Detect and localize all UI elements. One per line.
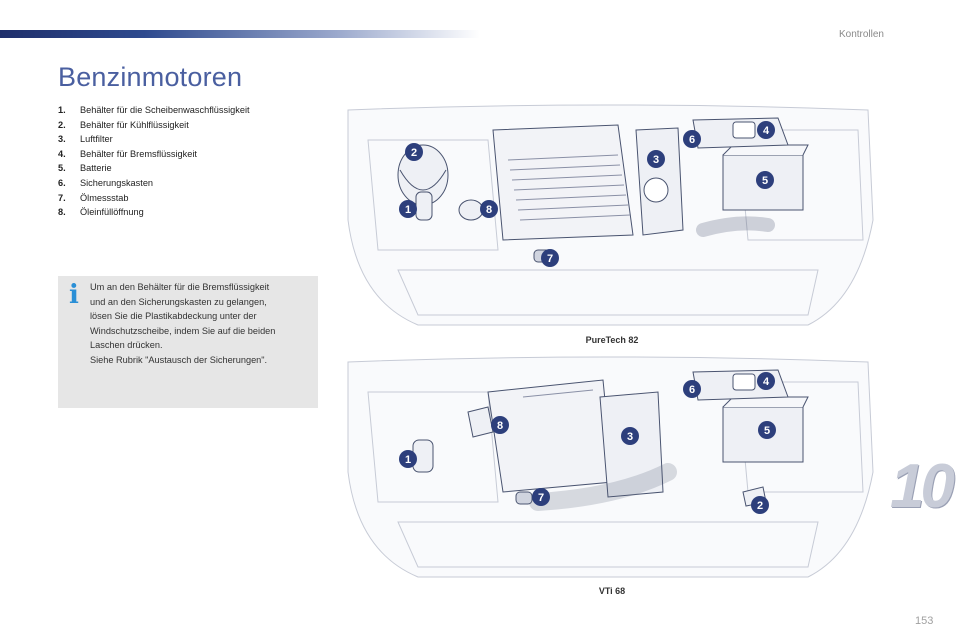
diagram-caption-puretech: PureTech 82 <box>585 335 639 345</box>
svg-text:1: 1 <box>404 204 412 216</box>
callout-2 <box>751 496 769 514</box>
svg-text:5: 5 <box>761 175 769 187</box>
svg-text:7: 7 <box>537 492 545 504</box>
svg-text:8: 8 <box>485 204 493 216</box>
callout-4 <box>757 372 775 390</box>
svg-text:4: 4 <box>762 376 770 388</box>
callout-6 <box>683 380 701 398</box>
legend-item: 2. Behälter für Kühlflüssigkeit <box>58 119 189 130</box>
svg-text:1: 1 <box>404 454 412 466</box>
callout-1 <box>399 450 417 468</box>
legend-item: 6. Sicherungskasten <box>58 177 154 188</box>
callout-8 <box>491 416 509 434</box>
svg-text:8: 8 <box>496 420 504 432</box>
page-number: 153 <box>915 615 934 627</box>
svg-text:6: 6 <box>688 134 696 146</box>
legend-item: 4. Behälter für Bremsflüssigkeit <box>58 148 197 159</box>
svg-text:4: 4 <box>762 125 770 137</box>
svg-text:5: 5 <box>763 425 771 437</box>
svg-text:3: 3 <box>626 431 634 443</box>
legend-item: 3. Luftfilter <box>58 134 113 145</box>
legend-item: 1. Behälter für die Scheibenwaschflüssigkeit <box>58 105 250 115</box>
callout-5 <box>758 421 776 439</box>
info-text: Um an den Behälter für die Bremsflüssigkeit und an den Sicherungskasten zu gelangen, lösen Sie die Plastikabdeckung unter der Windschutzscheibe, indem Sie auf die beiden Laschen drücken. Siehe Rubrik "Austausch der Sicherungen". <box>90 282 276 365</box>
section-label: Kontrollen <box>838 29 884 40</box>
page-title: Benzinmotoren <box>58 62 243 92</box>
legend-item: 8. Öleinfüllöffnung <box>58 207 144 218</box>
svg-text:2: 2 <box>410 147 418 159</box>
chapter-number: 10 <box>890 452 951 521</box>
diagram-caption-vti: VTi 68 <box>598 586 626 596</box>
svg-text:2: 2 <box>756 500 764 512</box>
svg-text:7: 7 <box>546 253 554 265</box>
svg-text:3: 3 <box>652 154 660 166</box>
legend-item: 5. Batterie <box>58 163 112 174</box>
info-icon: i <box>69 280 79 310</box>
callout-3 <box>621 427 639 445</box>
legend-item: 7. Ölmessstab <box>58 192 129 203</box>
svg-text:6: 6 <box>688 384 696 396</box>
callout-7 <box>532 488 550 506</box>
